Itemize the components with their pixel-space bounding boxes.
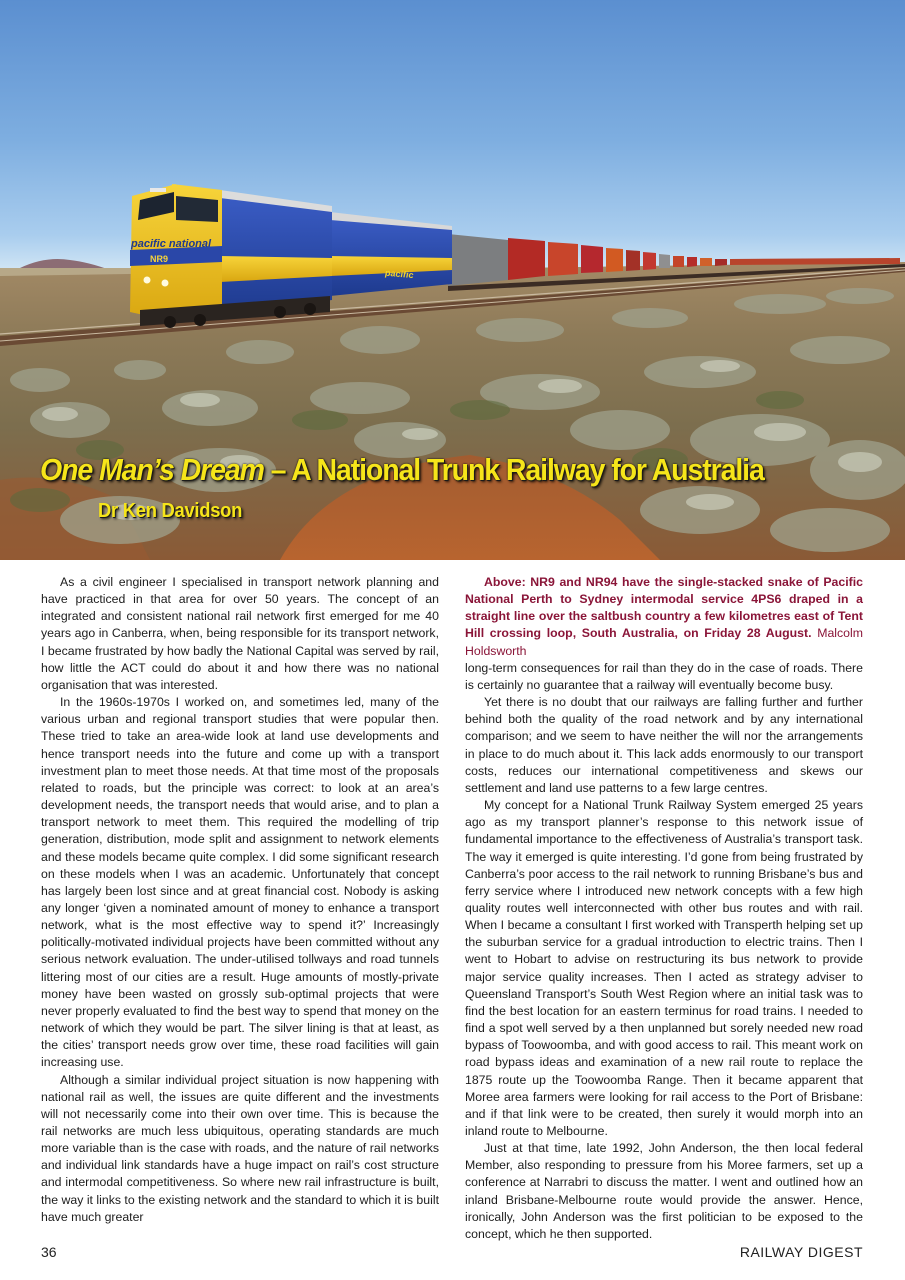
body-paragraph-continued: long-term consequences for rail than they do in the case of roads. There is certainly no guarantee that a railway will eventually become busy. xyxy=(465,660,863,692)
body-paragraph: My concept for a National Trunk Railway System emerged 25 years ago as my transport planner’s response to this network issue of fundamental importance to the effectiveness of Australia’s transport task. The way it emerged is quite interesting. I’d gone from being frustrated by Canberra’s poor access to the rail network to running Brisbane’s bus and ferry service where I introduced new network concepts with a few high quality routes well interconnected with other bus routes and with rail. When I became a consultant I first worked with Transperth helping set up the suburban service for a gradual introduction to electric trains. Then I went to Hobart to advise on restructuring its bus network to provide major service quality increases. Then I acted as strategy adviser to Queensland Transport’s South West Region where an initial task was to find the best location for an eastern terminus for road trains. I needed to find a spot well served by a then unplanned but sorely needed new road bypass of Toowoomba, and with good access to rail. This meant work on road bypass ideas and examination of a new rail route to replace the 1875 route up the Toowoomba Range. Then it became apparent that Moree area farmers were looking for rail access to the Port of Brisbane: and if that link were to be created, then surely it would morph into an inland route to Melbourne. xyxy=(465,798,863,1138)
page-number: 36 xyxy=(41,1244,57,1260)
body-paragraph: Yet there is no doubt that our railways are falling further and further behind both the quality of the road network and by any international comparison; and we seem to have neither the will nor the arrangements in place to do much about it. This lack adds enormously to our transport costs, reduces our international competitiveness and skews our settlement and land use patterns to a few large centres. xyxy=(465,695,863,795)
locomotive-nr94 xyxy=(330,212,452,296)
loco-number-text: NR9 xyxy=(150,254,169,264)
svg-text:pacific: pacific xyxy=(385,267,414,281)
loco-livery-text: pacific national xyxy=(131,238,212,250)
magazine-name: RAILWAY DIGEST xyxy=(739,1244,863,1260)
article-title xyxy=(40,452,764,488)
locomotive-nr9 xyxy=(130,184,332,328)
hero-photo xyxy=(0,0,905,560)
body-paragraph: As a civil engineer I specialised in transport network planning and have practiced in that area for over 50 years. The concept of an integrated and consistent national rail network first emerged for me 40 years ago in Canberra, when, being responsible for its transport network, I became frustrated by how badly the National Capital was served by rail, how little the ACT could do about it and how there was no national organisation that was interested. xyxy=(41,575,439,692)
body-column-left xyxy=(41,574,439,1226)
body-paragraph: Just at that time, late 1992, John Anderson, the then local federal Member, also responding to pressure from his Moree farmers, set up a conference at Narrabri to discuss the matter. I went and outlined how an inland Brisbane-Melbourne route would provide the answer. Hence, ironically, John Anderson was the first politician to be exposed to the concept, which he then supported. xyxy=(465,1141,863,1241)
body-column-right xyxy=(465,574,863,1243)
body-paragraph: In the 1960s-1970s I worked on, and sometimes led, many of the various urban and regional transport studies that were popular then. These tried to take an area-wide look at land use developments and hence transport needs into the future and come up with a transport investment plan to meet those needs. At that time most of the proposals related to roads, but the principle was correct: to look at an area’s development needs, the transport needs that would arise, and to plan a transport network to meet them. This required the modelling of trip generation, distribution, mode split and assignment to network elements and these models became quite complex. I did some significant research on these models when I was an academic. Unfortunately that concept has largely been lost since and at great financial cost. Nobody is asking any longer ‘given a nominated amount of money to enhance a transport network, what is the most effective way to spend it?’ Increasingly politically-motivated individual projects have been committed without any serious network evaluation. The under-utilised tollways and road tunnels littering most of our cities are a result. Huge amounts of mostly-private money have been wasted on grossly sub-optimal projects that were never properly evaluated to find the best way to spend that money on the network of which they would be part. The silver lining is that at least, as the cities’ transport needs grow over time, these road facilities will gain increasing use. xyxy=(41,695,439,1070)
article-author: Dr Ken Davidson xyxy=(98,500,243,522)
photo-caption xyxy=(465,574,863,660)
photo-credit: Malcolm Holdsworth xyxy=(465,626,863,658)
article-title-rest: – A National Trunk Railway for Australia xyxy=(263,452,764,487)
article-title-italic: One Man’s Dream xyxy=(40,452,264,487)
photo-caption-text: Above: NR9 and NR94 have the single-stacked snake of Pacific National Perth to Sydney intermodal service 4PS6 draped in a straight line over the saltbush country a few kilometres east of Tent Hill crossing loop, South Australia, on Friday 28 August. xyxy=(465,575,863,641)
body-paragraph: Although a similar individual project situation is now happening with national rail as well, the issues are quite different and the investments will not necessarily come into their own over time. This is because the rail networks are much less ubiquitous, operating standards are much more variable than is the case with roads, and the nature of rail networks and individual link standards have a huge impact on rail’s cost structure and intermodal competitiveness. So where new rail infrastructure is built, the way it links to the existing network and the standard to which it is built have much greater xyxy=(41,1072,439,1224)
